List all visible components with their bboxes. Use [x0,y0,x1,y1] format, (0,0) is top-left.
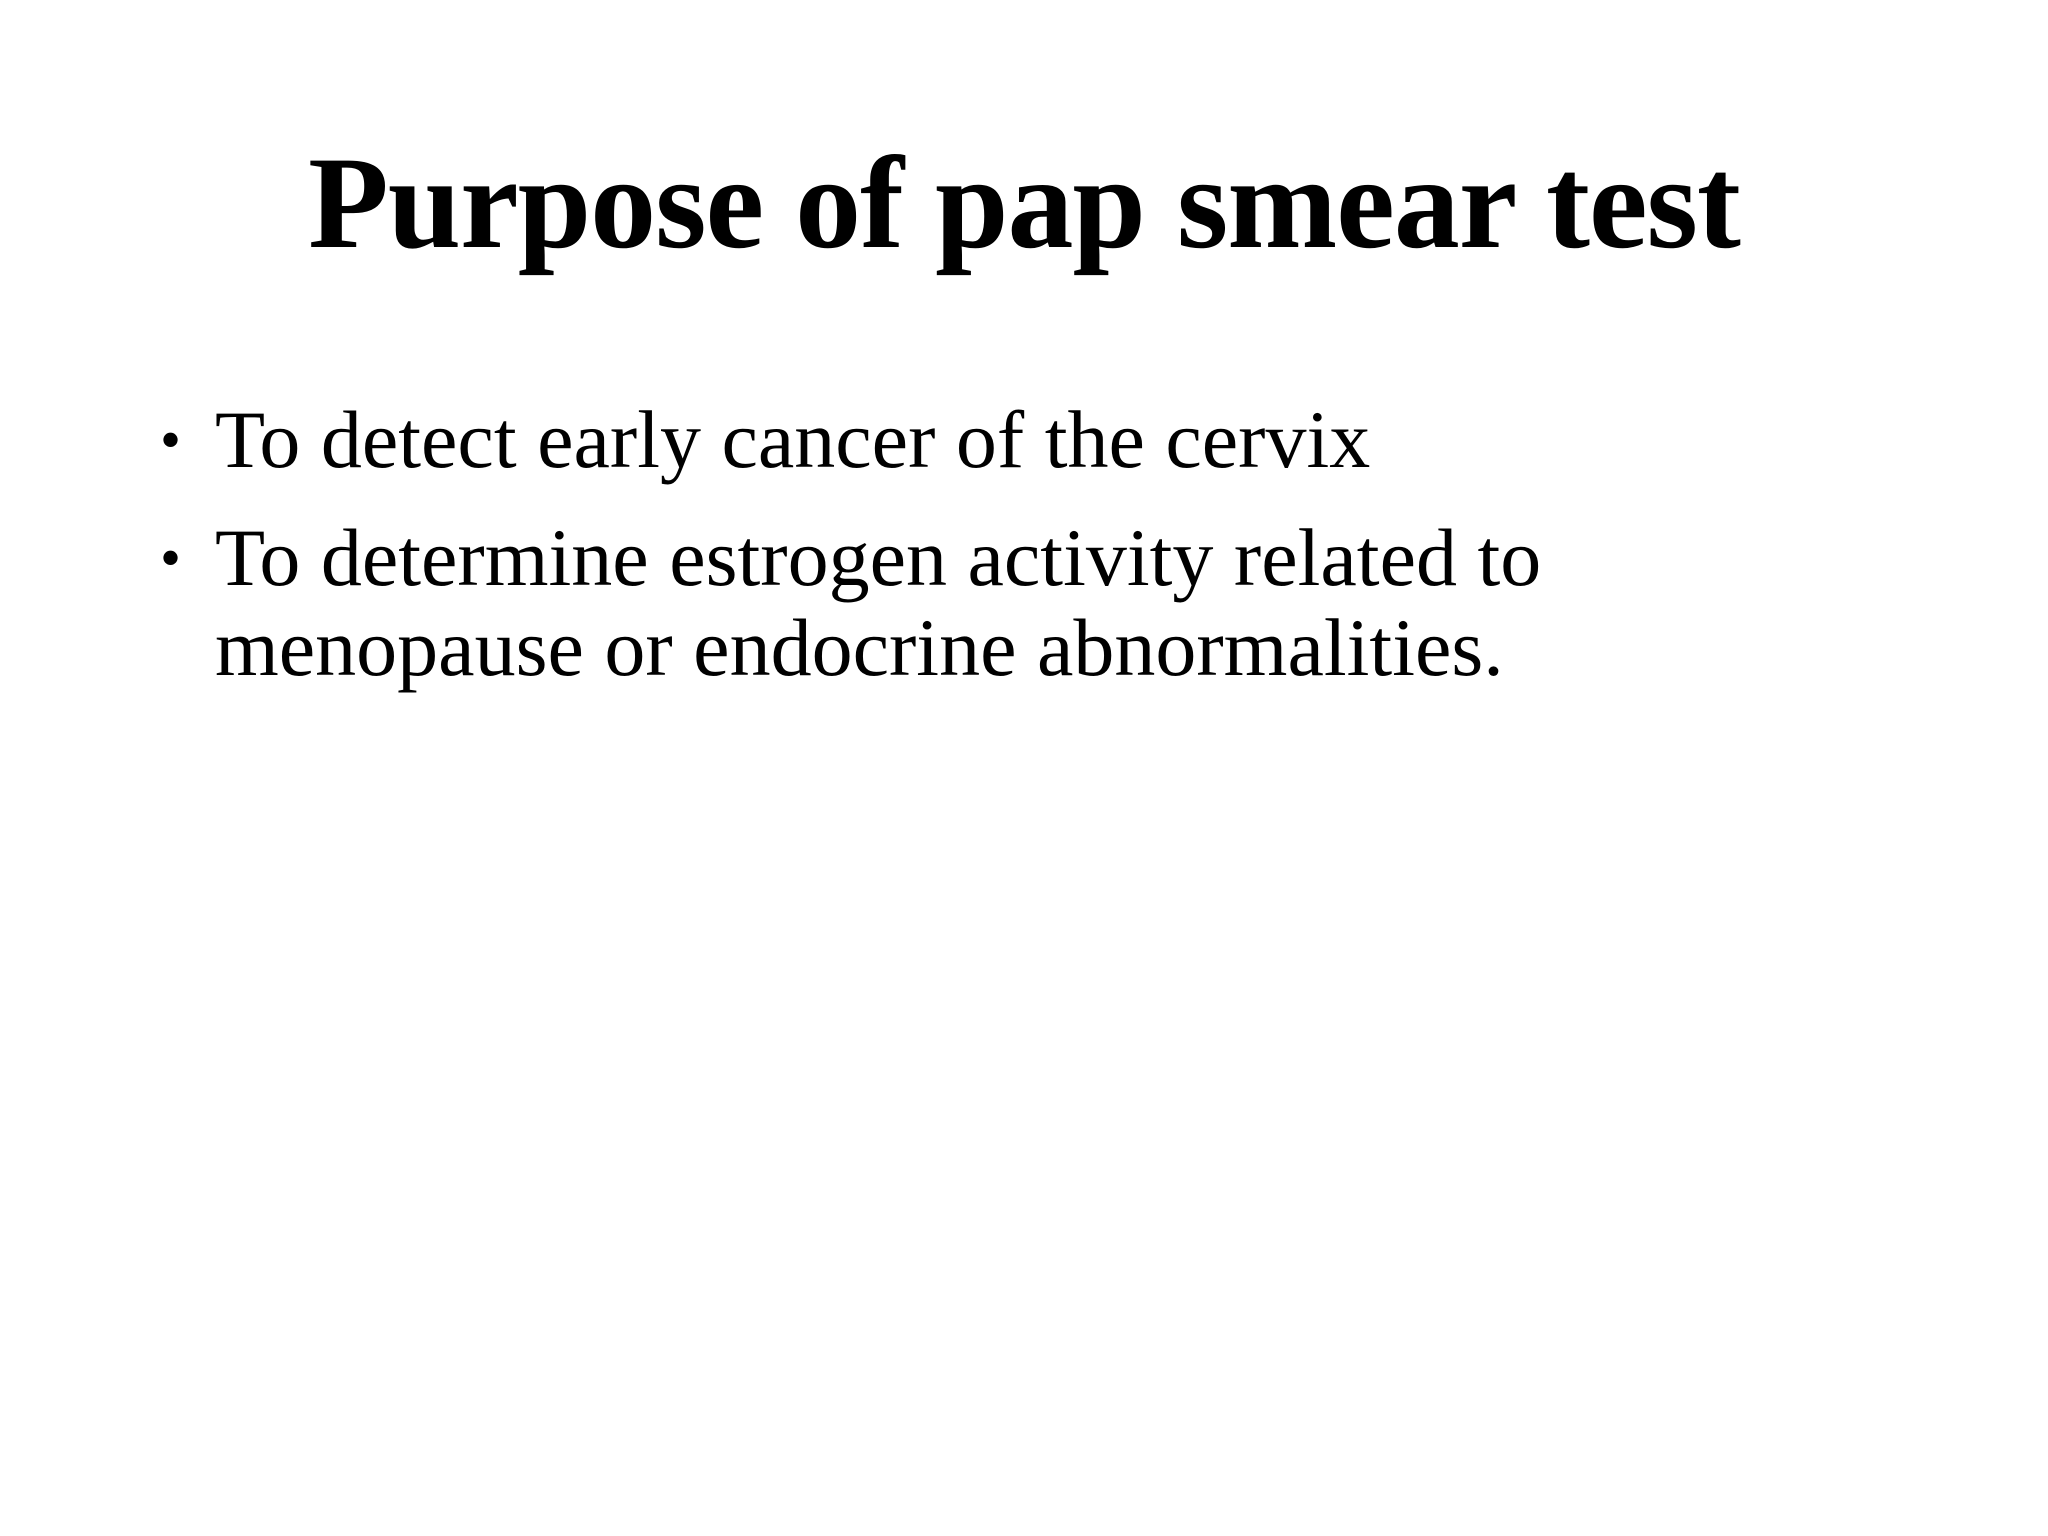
bullet-icon: • [160,525,182,591]
slide-title: Purpose of pap smear test [308,129,1740,276]
bullet-item-detect-cancer [160,395,1920,485]
bullet-list [160,395,1920,721]
bullet-text: To determine estrogen activity related to menopause or endocrine abnormalities. [215,512,1542,693]
bullet-text: To detect early cancer of the cervix [215,394,1371,485]
bullet-item-estrogen-activity [160,513,1920,693]
bullet-icon: • [160,407,182,473]
